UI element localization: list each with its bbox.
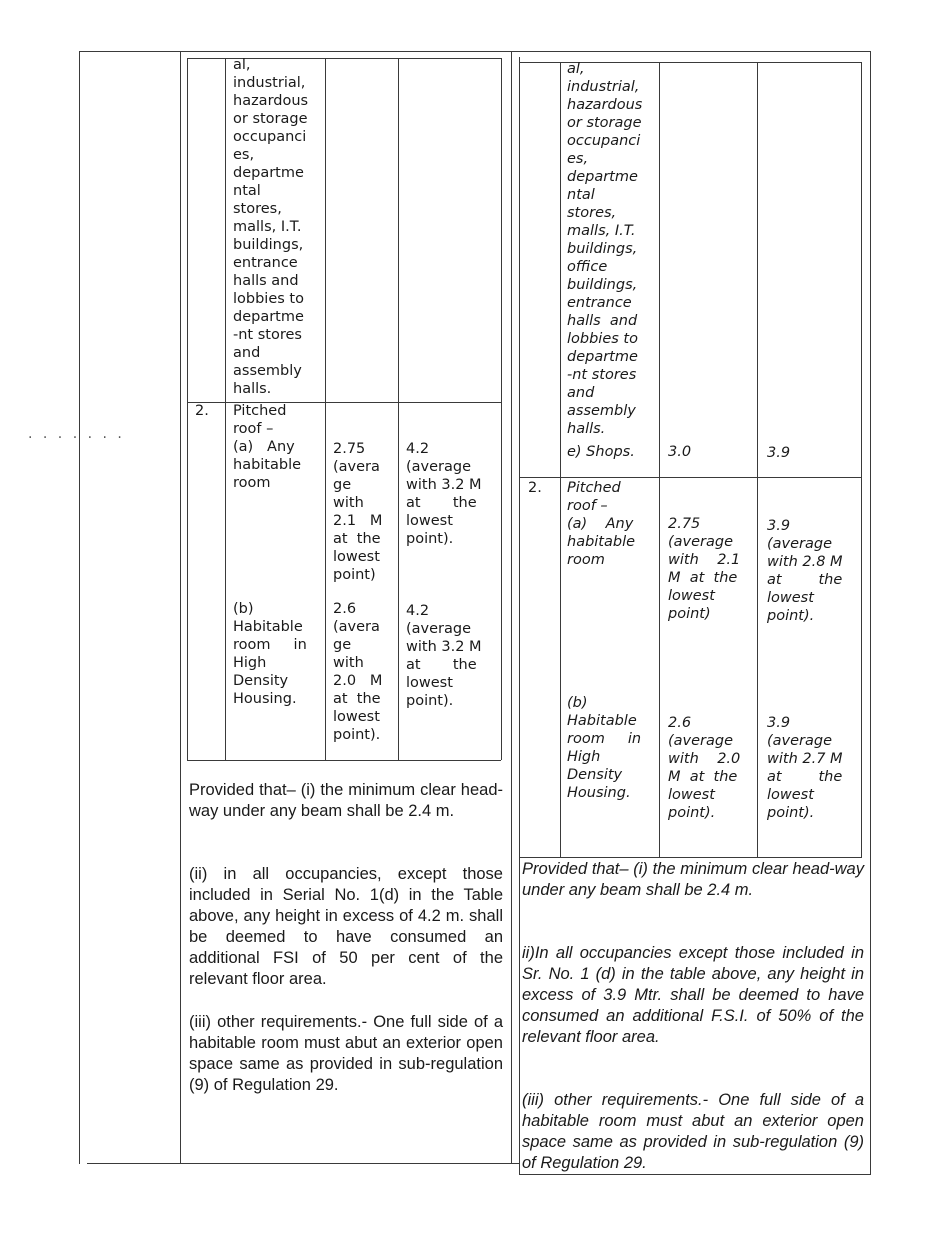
left-row2b-min-height: 2.6 (avera ge with 2.0 M at the lowest point). xyxy=(333,601,383,743)
right-row2b-max-height: 3.9 (average with 2.7 M at the lowest point). xyxy=(767,715,843,821)
left-row2-heading: Pitched roof – xyxy=(233,403,287,437)
right-row1-description: al, industrial, hazardous or storage occupanci es, departme ntal stores, malls, I.T. buildings, office buildings, entrance halls and lobbies to departme -nt stores and assembly halls. xyxy=(567,61,643,437)
right-proviso-ii: ii)In all occupancies except those included in Sr. No. 1 (d) in the table above, any height in excess of 3.9 Mtr. shall be deemed to have consumed an additional F.S.I. of 50% of the relevant floor area. xyxy=(522,944,864,1046)
left-row2-serial: 2. xyxy=(195,403,209,419)
right-row1e-max-height: 3.9 xyxy=(767,445,791,461)
left-row2a-description: (a) Any habitable room xyxy=(233,439,302,491)
right-row2b-min-height: 2.6 (average with 2.0 M at the lowest point). xyxy=(668,715,741,821)
right-row2a-min-height: 2.75 (average with 2.1 M at the lowest point) xyxy=(668,516,741,622)
right-row2-serial: 2. xyxy=(528,480,542,496)
left-proviso-iii: (iii) other requirements.- One full side of a habitable room must abut an exterior open space same as provided in sub-regulation (9) of Regulation 29. xyxy=(189,1013,503,1094)
scan-mark: . . . . . . . xyxy=(28,426,125,442)
right-row1e-min-height: 3.0 xyxy=(668,444,692,460)
left-row2a-max-height: 4.2 (average with 3.2 M at the lowest point). xyxy=(406,441,482,547)
right-row2-heading: Pitched roof – xyxy=(567,480,621,514)
left-proviso-ii: (ii) in all occupancies, except those included in Serial No. 1(d) in the Table above, any height in excess of 4.2 m. shall be deemed to have consumed an additional FSI of 50 per cent of the relevant floor area. xyxy=(189,865,503,988)
left-row2b-max-height: 4.2 (average with 3.2 M at the lowest point). xyxy=(406,603,482,709)
left-row2b-description: (b) Habitable room in High Density Housing. xyxy=(233,601,307,707)
left-row1-description: al, industrial, hazardous or storage occupanci es, departme ntal stores, malls, I.T. buildings, entrance halls and lobbies to departme -nt stores and assembly halls. xyxy=(233,57,309,397)
right-proviso-i: Provided that– (i) the minimum clear head-way under any beam shall be 2.4 m. xyxy=(522,860,864,899)
right-row2b-description: (b) Habitable room in High Density Housing. xyxy=(567,695,642,801)
right-row2a-max-height: 3.9 (average with 2.8 M at the lowest point). xyxy=(767,518,843,624)
left-proviso-i: Provided that– (i) the minimum clear head-way under any beam shall be 2.4 m. xyxy=(189,781,503,820)
right-row1e-description: e) Shops. xyxy=(567,444,635,460)
right-row2a-description: (a) Any habitable room xyxy=(567,516,636,568)
left-row2a-min-height: 2.75 (avera ge with 2.1 M at the lowest point) xyxy=(333,441,383,583)
right-proviso-iii: (iii) other requirements.- One full side of a habitable room must abut an exterior open space same as provided in sub-regulation (9) of Regulation 29. xyxy=(522,1091,864,1172)
